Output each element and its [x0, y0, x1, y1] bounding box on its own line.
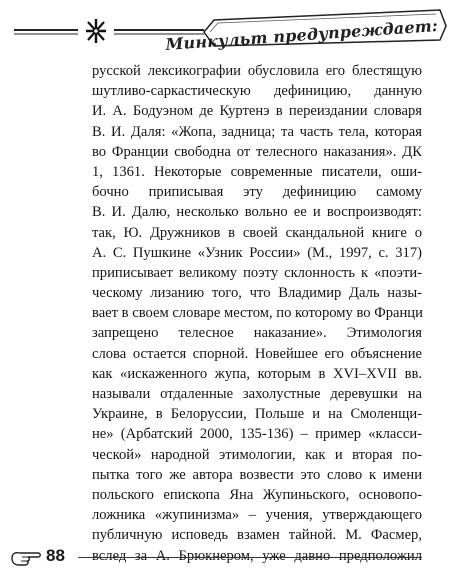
- text-line: А. С. Пушкине «Узник России» (М., 1997, с. 317): [92, 244, 422, 261]
- text-line: шутливо-саркастическую дефиницию, данную: [92, 83, 422, 100]
- text-line: русской лексикографии обусловила его блестящую: [92, 63, 422, 79]
- footer-rule: [78, 557, 422, 558]
- page-footer: [0, 544, 452, 574]
- text-line: приписывает великому поэту склонность к «поэти-: [92, 264, 422, 281]
- body-text: [92, 61, 422, 566]
- text-line: пытка того же автора возвести это слово к имени: [92, 466, 422, 483]
- text-line: польского епископа Яна Жупиньского, основопо-: [92, 486, 422, 503]
- text-line: во Франции свободна от телесного наказания». ДК: [92, 143, 422, 160]
- text-line: ческому лизанию того, что Владимир Даль назы-: [92, 285, 422, 302]
- text-line: ческой» народной этимологии, как и вторая по-: [92, 446, 422, 463]
- text-line: В. И. Далю, несколько вольно ее и воспроизводят:: [92, 204, 422, 221]
- page-header: [0, 6, 452, 56]
- text-line: слова остается спорной. Новейшее его объяснение: [92, 345, 422, 362]
- text-line: В. И. Даля: «Жопа, задница; та часть тела, которая: [92, 123, 422, 140]
- pointing-hand-icon: [10, 548, 42, 568]
- text-line: И. А. Бодуэном де Куртенэ в переиздании словаря: [92, 103, 422, 120]
- text-line: запрещено телесное наказание». Этимология: [92, 325, 422, 342]
- text-line: не» (Арбатский 2000, 135-136) – пример «класси-: [92, 426, 422, 443]
- asterisk-ornament-icon: [86, 19, 106, 43]
- text-line: вает в своем словаре местом, по которому во Франци: [92, 305, 423, 322]
- text-line: публичную исповедь взамен тайной. М. Фасмер,: [92, 527, 422, 544]
- text-line: как «искаженного жупа, которым в XVI–XVII вв.: [92, 365, 422, 382]
- text-line: называли отдаленные захолустные деревушки на: [92, 386, 422, 402]
- text-line: вслед за А. Брюкнером, уже давно предположил: [92, 547, 422, 564]
- text-line: бочно приписывая эту дефиницию самому: [92, 184, 422, 201]
- text-line: ложника «жупинизма» – учения, утверждающего: [92, 507, 422, 524]
- text-line: Украине, в Белоруссии, Польше и на Смоленщи-: [92, 406, 422, 423]
- page-number: 88: [46, 546, 65, 565]
- text-line: 1, 1361. Некоторые современные писатели, оши-: [92, 163, 422, 180]
- running-head: Минкульт предупреждает:: [165, 16, 439, 55]
- text-line: так, Ю. Дружников в своей скандальной книге о: [92, 224, 422, 241]
